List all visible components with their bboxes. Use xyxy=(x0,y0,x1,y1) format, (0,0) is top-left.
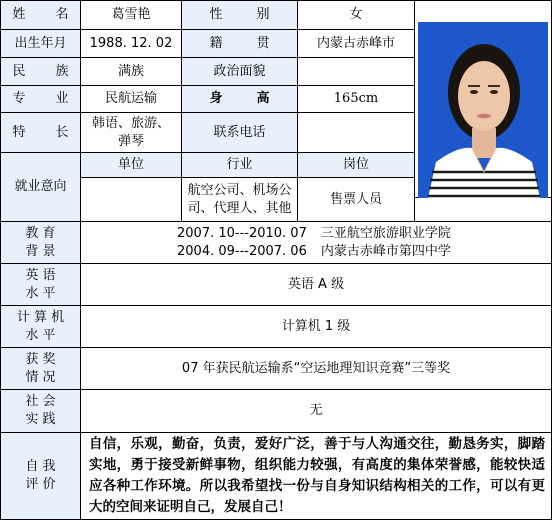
job-industry-header-text: 行业 xyxy=(226,157,253,173)
gender-text: 女 xyxy=(349,7,363,23)
education-label-line2: 背 景 xyxy=(25,243,56,259)
ethnicity-value xyxy=(81,58,182,86)
practice-label xyxy=(0,390,81,433)
job-industry-header xyxy=(182,153,298,178)
education-period: 2007. 10---2010. 07 xyxy=(177,225,307,241)
phone-label-text: 联系电话 xyxy=(213,124,266,140)
birth-label-text: 出生年月 xyxy=(14,35,67,51)
computer-label-line2: 水 平 xyxy=(25,327,56,343)
job-position-text: 售票人员 xyxy=(329,191,382,207)
english-text: 英语 A 级 xyxy=(287,276,345,292)
english-label-line2: 水 平 xyxy=(25,285,56,301)
name-label-char2: 名 xyxy=(55,7,69,23)
ethnicity-label xyxy=(0,58,81,86)
specialty-line2: 弹琴 xyxy=(117,133,144,149)
native-place-label xyxy=(182,30,298,58)
job-position-header-text: 岗位 xyxy=(342,157,369,173)
job-industry-line2: 司、代理人、其他 xyxy=(187,200,292,216)
native-place-text: 内蒙古赤峰市 xyxy=(316,35,395,51)
computer-value xyxy=(81,306,552,348)
profile-photo xyxy=(418,22,548,198)
name-label xyxy=(0,0,81,30)
political-label xyxy=(182,58,298,86)
birth-value xyxy=(81,30,182,58)
computer-text: 计算机 1 级 xyxy=(281,318,351,334)
ethnicity-text: 满族 xyxy=(117,63,144,79)
specialty-line1: 韩语、旅游、 xyxy=(91,115,170,131)
education-label xyxy=(0,222,81,264)
awards-label xyxy=(0,348,81,390)
practice-label-line1: 社 会 xyxy=(25,394,56,410)
major-char1: 专 xyxy=(12,91,26,107)
height-text: 165cm xyxy=(333,91,379,107)
awards-value xyxy=(81,348,552,390)
self-eval-label-line2: 评 价 xyxy=(25,477,56,492)
education-value xyxy=(81,222,552,264)
education-period: 2004. 09---2007. 06 xyxy=(177,243,307,259)
major-char2: 业 xyxy=(55,91,69,107)
self-eval-label-line1: 自 我 xyxy=(25,459,56,475)
height-char2: 高 xyxy=(256,91,270,107)
gender-label-char2: 别 xyxy=(256,7,270,23)
job-unit-header-text: 单位 xyxy=(117,157,144,173)
practice-text: 无 xyxy=(309,403,323,419)
job-industry-line1: 航空公司、机场公 xyxy=(187,182,292,198)
job-unit-header xyxy=(81,153,182,178)
education-school: 内蒙古赤峰市第四中学 xyxy=(320,243,451,259)
height-value xyxy=(298,86,415,113)
portrait-image xyxy=(418,22,548,198)
self-eval-label xyxy=(0,433,81,520)
height-label xyxy=(182,86,298,113)
photo-bottom-cell xyxy=(415,198,552,222)
computer-label-line1: 计 算 机 xyxy=(16,309,65,325)
specialty-value xyxy=(81,113,182,153)
job-position-value xyxy=(298,178,415,222)
specialty-char2: 长 xyxy=(55,124,69,140)
practice-value xyxy=(81,390,552,433)
gender-label xyxy=(182,0,298,30)
awards-label-line1: 获 奖 xyxy=(25,351,56,367)
ethnicity-char2: 族 xyxy=(55,63,69,79)
english-label xyxy=(0,264,81,306)
awards-label-line2: 情 况 xyxy=(25,369,56,385)
name-label-char1: 姓 xyxy=(12,7,26,23)
specialty-label xyxy=(0,113,81,153)
birth-text: 1988. 12. 02 xyxy=(89,35,173,51)
major-text: 民航运输 xyxy=(104,91,157,107)
job-label xyxy=(0,153,81,222)
computer-label xyxy=(0,306,81,348)
english-value xyxy=(81,264,552,306)
political-value xyxy=(298,58,415,86)
english-label-line1: 英 语 xyxy=(25,267,56,283)
height-char1: 身 xyxy=(209,91,223,107)
self-eval-text: 自信，乐观，勤奋，负责，爱好广泛，善于与人沟通交往，勤恳务实，脚踏实地，勇于接受新鲜事物，组织能力较强，有高度的集体荣誉感，能较快适应各种工作环境。所以我希望找一份与自身知识结构相关的工作，可以有更大的空间来证明自己，发展自己！ xyxy=(89,436,545,515)
name-text: 葛雪艳 xyxy=(111,7,151,23)
self-eval-value xyxy=(81,433,552,520)
ethnicity-char1: 民 xyxy=(12,63,26,79)
job-position-header xyxy=(298,153,415,178)
political-label-text: 政治面貌 xyxy=(213,63,266,79)
native-place-char2: 贯 xyxy=(256,35,270,51)
education-label-line1: 教 育 xyxy=(25,225,56,241)
major-label xyxy=(0,86,81,113)
native-place-char1: 籍 xyxy=(209,35,223,51)
education-school: 三亚航空旅游职业学院 xyxy=(320,225,451,241)
specialty-char1: 特 xyxy=(12,124,26,140)
practice-label-line2: 实 践 xyxy=(25,412,56,427)
education-entry xyxy=(177,225,451,243)
birth-label xyxy=(0,30,81,58)
gender-value xyxy=(298,0,415,30)
phone-value xyxy=(298,113,415,153)
native-place-value xyxy=(298,30,415,58)
awards-text: 07 年获民航运输系“空运地理知识竞赛”三等奖 xyxy=(181,360,451,376)
phone-label xyxy=(182,113,298,153)
job-industry-value xyxy=(182,178,298,222)
job-unit-value xyxy=(81,178,182,222)
job-label-text: 就业意向 xyxy=(14,179,67,195)
major-value xyxy=(81,86,182,113)
gender-label-char1: 性 xyxy=(209,7,223,23)
education-entry xyxy=(177,243,451,261)
name-value xyxy=(81,0,182,30)
